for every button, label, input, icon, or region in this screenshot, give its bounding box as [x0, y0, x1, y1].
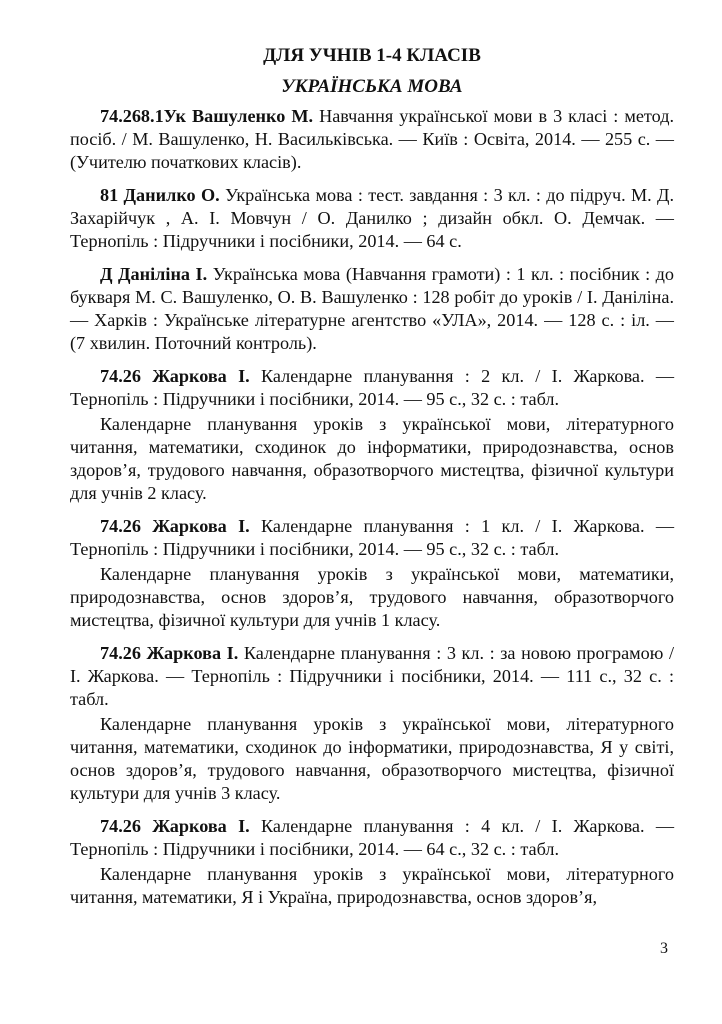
- entry-author: Жаркова І.: [152, 366, 250, 386]
- entry-code: 81: [100, 185, 119, 205]
- entry-description: Календарне планування : 3 кл. : за новою програмою / І. Жаркова. — Тернопіль : Підручники і посібники, 2014. — 111 с., 32 с. : табл.: [70, 643, 675, 709]
- entry-author: Вашуленко М.: [192, 106, 314, 126]
- entry-annotation: Календарне планування уроків з української мови, літературного читання, математики, Я і Україна, природознавства, основ здоров’я,: [70, 864, 674, 907]
- entry-code: 74.26: [100, 643, 141, 663]
- entry-paragraph: [70, 184, 674, 253]
- entry-description: Навчання української мови в 3 класі : метод. посіб. / М. Вашуленко, Н. Васильківська. — Київ : Освіта, 2014. — 255 с. — (Учителю початкових класів).: [70, 106, 675, 172]
- entry-paragraph: [70, 365, 674, 411]
- bibliographic-entry: [70, 642, 674, 805]
- entry-author: Данилко О.: [123, 185, 220, 205]
- document-page: [70, 44, 674, 919]
- subsection-heading: УКРАЇНСЬКА МОВА: [281, 76, 463, 97]
- entry-author: Жаркова І.: [152, 516, 250, 536]
- entry-code: 74.26: [100, 366, 141, 386]
- section-heading: ДЛЯ УЧНІВ 1-4 КЛАСІВ: [263, 45, 481, 66]
- entry-annotation: Календарне планування уроків з української мови, літературного читання, математики, сходинок до інформатики, природознавства, Я у світі, основ здоров’я, трудового навчання, образотворчого мистецтва, фізичної культури для учнів 3 класу.: [70, 714, 674, 803]
- entry-author: Даніліна І.: [118, 264, 208, 284]
- entry-description: Календарне планування : 2 кл. / І. Жаркова. — Тернопіль : Підручники і посібники, 2014. — 95 с., 32 с. : табл.: [70, 366, 675, 409]
- entry-paragraph: [70, 105, 674, 174]
- entry-description: Календарне планування : 4 кл. / І. Жаркова. — Тернопіль : Підручники і посібники, 2014. — 64 с., 32 с. : табл.: [70, 816, 675, 859]
- bibliographic-entry: [70, 184, 674, 253]
- page-number: 3: [660, 940, 668, 957]
- entry-annotation: Календарне планування уроків з української мови, математики, природознавства, основ здоров’я, трудового навчання, образотворчого мистецтва, фізичної культури для учнів 1 класу.: [70, 564, 674, 630]
- bibliographic-entry: [70, 263, 674, 355]
- entry-author: Жаркова І.: [146, 643, 239, 663]
- entry-description: Календарне планування : 1 кл. / І. Жаркова. — Тернопіль : Підручники і посібники, 2014. — 95 с., 32 с. : табл.: [70, 516, 675, 559]
- bibliographic-entry: [70, 515, 674, 632]
- bibliographic-entry: [70, 105, 674, 174]
- bibliographic-entry: [70, 365, 674, 505]
- entry-annotation: Календарне планування уроків з української мови, літературного читання, математики, сходинок до інформатики, природознавства, основ здоров’я, трудового навчання, образотворчого мистецтва, фізичної культури для учнів 2 класу.: [70, 414, 674, 503]
- entry-paragraph: [70, 815, 674, 861]
- entry-code: 74.268.1Ук: [100, 106, 186, 126]
- entry-code: 74.26: [100, 516, 141, 536]
- entry-description: Українська мова (Навчання грамоти) : 1 кл. : посібник : до букваря М. С. Вашуленко, О. В. Вашуленко : 128 робіт до уроків / І. Даніліна. — Харків : Українське літературне агентство «УЛА», 2014. — 128 с. : іл. — (7 хвилин. Поточний контроль).: [70, 264, 675, 353]
- entry-paragraph: [70, 515, 674, 561]
- entry-author: Жаркова І.: [152, 816, 250, 836]
- bibliographic-entry: [70, 815, 674, 909]
- entry-description: Українська мова : тест. завдання : 3 кл. : до підруч. М. Д. Захарійчук , А. І. Мовчун / О. Данилко ; дизайн обкл. О. Демчак. — Тернопіль : Підручники і посібники, 2014. — 64 с.: [70, 185, 675, 251]
- entry-paragraph: [70, 642, 674, 711]
- entry-code: 74.26: [100, 816, 141, 836]
- entry-paragraph: [70, 263, 674, 355]
- entry-code: Д: [100, 264, 113, 284]
